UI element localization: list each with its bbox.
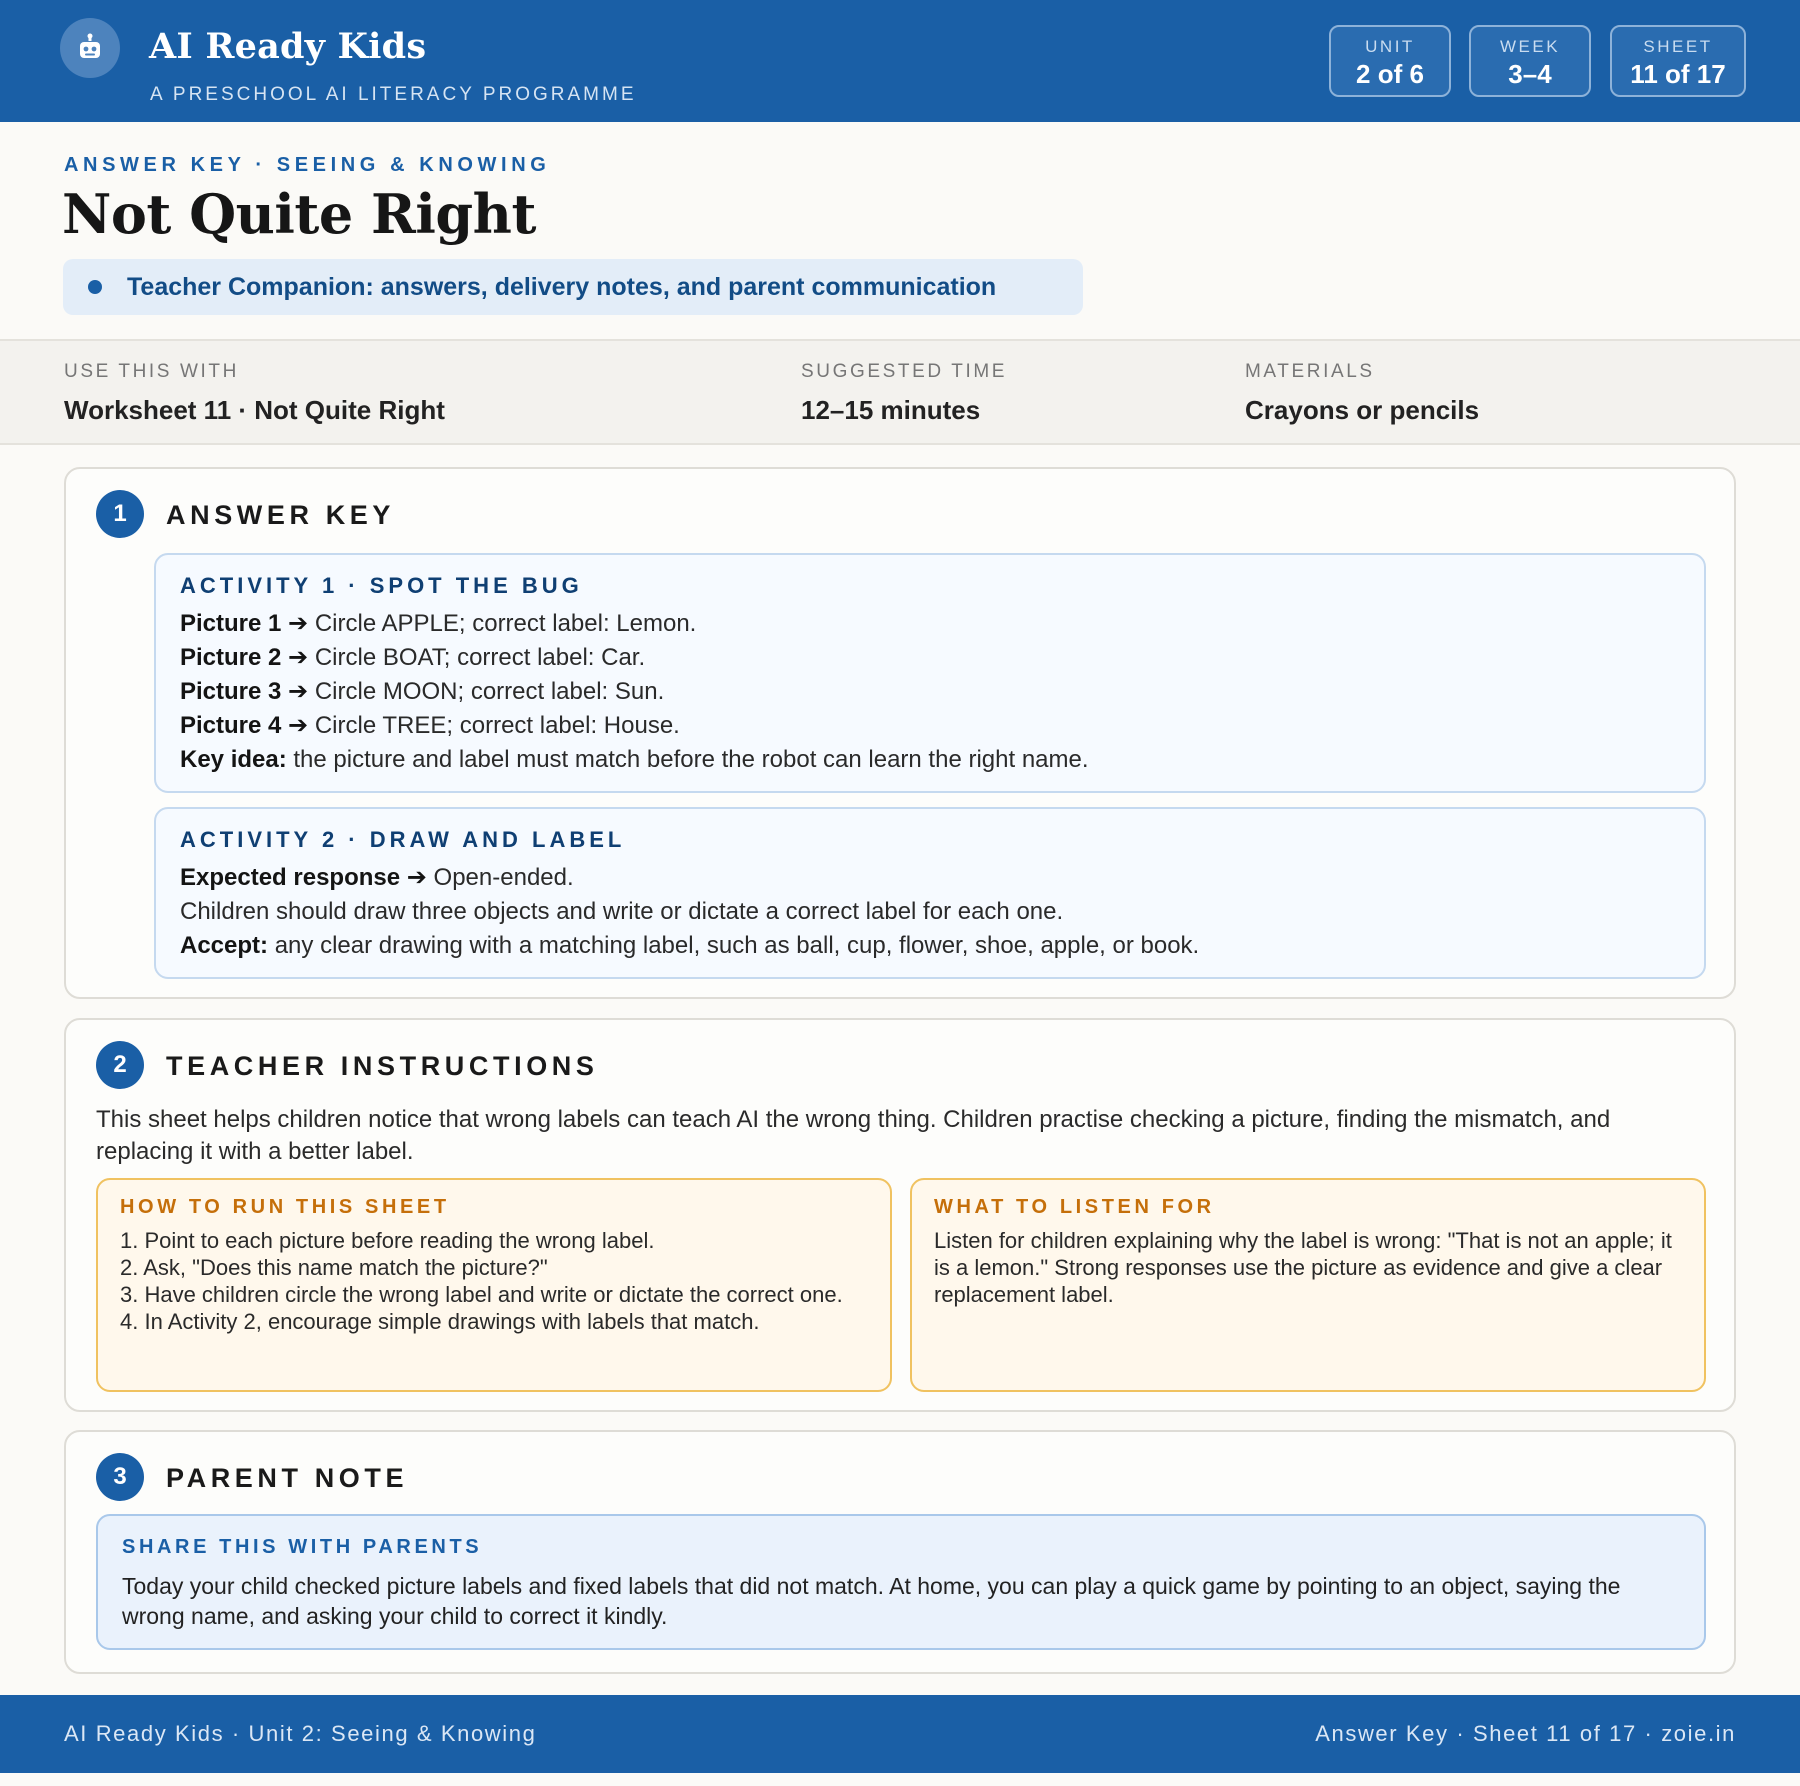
page-header [0,0,1800,122]
info-label: USE THIS WITH [64,361,239,382]
unit-chip-label: UNIT [1365,37,1415,56]
activity-1-heading: ACTIVITY 1 · SPOT THE BUG [180,573,583,598]
teacher-instructions-card [64,1018,1736,1412]
what-to-listen-box [910,1178,1706,1392]
answer-line-text: Circle TREE; correct label: House. [308,712,680,739]
activity-2-description: Children should draw three objects and write or dictate a correct label for each one. [180,898,1064,925]
accept-text: any clear drawing with a matching label, such as ball, cup, flower, shoe, apple, or book. [268,932,1200,959]
teacher-instructions-heading: TEACHER INSTRUCTIONS [166,1051,599,1081]
expected-response-label: Expected response ➔ [180,864,427,891]
what-to-listen-text: Listen for children explaining why the label is wrong: "That is not an apple; it is a lemon." Strong responses use the picture as evidence and give a clear replacement label. [934,1228,1672,1307]
answer-key-card [64,467,1736,999]
answer-line-label: Picture 1 ➔ [180,610,309,637]
parent-note-card [64,1430,1736,1674]
expected-response-text: Open-ended. [426,864,574,891]
page-title: Not Quite Right [62,182,536,246]
answer-line-text: Circle APPLE; correct label: Lemon. [308,610,697,637]
answer-line-label: Picture 2 ➔ [180,644,309,671]
accept-label: Accept: [180,932,269,959]
unit-chip [1329,25,1451,97]
info-strip [0,339,1800,445]
share-with-parents-box [96,1514,1706,1650]
activity-2-box [154,807,1706,979]
section-number-badge: 2 [96,1041,144,1089]
week-chip [1469,25,1591,97]
info-suggested-time [801,361,1007,426]
week-chip-value: 3–4 [1508,59,1552,89]
what-to-listen-heading: WHAT TO LISTEN FOR [934,1196,1215,1218]
key-idea-text: the picture and label must match before the robot can learn the right name. [286,746,1089,773]
answer-line-text: Circle BOAT; correct label: Car. [308,644,646,671]
sheet-chip [1610,25,1746,97]
how-to-run-heading: HOW TO RUN THIS SHEET [120,1196,450,1218]
page-footer [0,1695,1800,1773]
info-value: Worksheet 11 · Not Quite Right [64,395,445,425]
expected-response-line [180,861,1680,895]
answer-line-text: Circle MOON; correct label: Sun. [308,678,665,705]
answer-line [180,675,1680,709]
info-materials [1245,361,1479,426]
how-to-step: 2. Ask, "Does this name match the picture?" [120,1255,548,1280]
answer-key-heading: ANSWER KEY [166,500,396,530]
sheet-chip-value: 11 of 17 [1630,59,1726,89]
unit-chip-value: 2 of 6 [1356,59,1424,89]
how-to-run-box [96,1178,892,1392]
section-number-badge: 3 [96,1453,144,1501]
week-chip-label: WEEK [1499,37,1561,56]
teacher-companion-pill [63,259,1083,315]
info-label: MATERIALS [1245,361,1375,382]
sheet-chip-label: SHEET [1643,37,1713,56]
answer-line-label: Picture 4 ➔ [180,712,309,739]
section-eyebrow: ANSWER KEY · SEEING & KNOWING [64,154,551,176]
footer-left-text: AI Ready Kids · Unit 2: Seeing & Knowing [64,1721,537,1746]
parent-note-text: Today your child checked picture labels and fixed labels that did not match. At home, you can play a quick game by pointing to an object, saying the wrong name, and asking your child to correct it kindly. [122,1573,1621,1629]
section-number-badge: 1 [96,490,144,538]
key-idea-label: Key idea: [180,746,287,773]
answer-line [180,641,1680,675]
activity-2-heading: ACTIVITY 2 · DRAW AND LABEL [180,827,626,852]
key-idea-line [180,743,1680,777]
share-with-parents-heading: SHARE THIS WITH PARENTS [122,1536,483,1558]
activity-1-box [154,553,1706,793]
how-to-step: 4. In Activity 2, encourage simple drawings with labels that match. [120,1309,760,1334]
info-value: 12–15 minutes [801,395,981,425]
info-label: SUGGESTED TIME [801,361,1008,382]
info-use-with [64,361,445,426]
teacher-intro-text: This sheet helps children notice that wrong labels can teach AI the wrong thing. Children practise checking a picture, finding the mismatch, and replacing it with a better label. [96,1106,1611,1165]
brand-subtitle: A PRESCHOOL AI LITERACY PROGRAMME [150,84,637,105]
how-to-step: 3. Have children circle the wrong label and write or dictate the correct one. [120,1282,843,1307]
answer-line [180,709,1680,743]
answer-line [180,607,1680,641]
logo [60,18,120,78]
footer-right-text: Answer Key · Sheet 11 of 17 · zoie.in [1315,1721,1736,1746]
brand-title: AI Ready Kids [149,26,427,67]
robot-icon [75,33,105,63]
how-to-step: 1. Point to each picture before reading the wrong label. [120,1228,655,1253]
bullet-dot-icon [88,280,102,294]
answer-line-label: Picture 3 ➔ [180,678,309,705]
info-value: Crayons or pencils [1245,395,1480,425]
pill-text: Teacher Companion: answers, delivery notes, and parent communication [127,272,997,301]
parent-note-heading: PARENT NOTE [166,1463,409,1493]
accept-line [180,929,1680,963]
